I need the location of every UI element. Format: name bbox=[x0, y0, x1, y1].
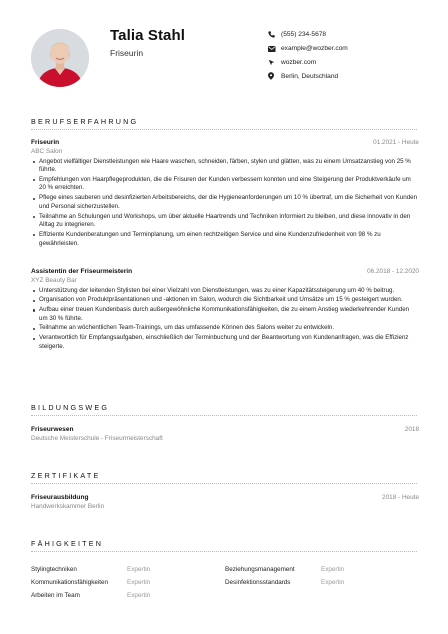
experience-entry bbox=[31, 268, 419, 353]
section-divider bbox=[31, 483, 417, 484]
email-icon bbox=[268, 46, 281, 52]
experience-bullet: Effiziente Kundenberatungen und Terminplanung, um einen rechtzeitigen Service und eine Kundenzufriedenheit von 98 % zu gewährleisten. bbox=[31, 231, 419, 248]
resume-header bbox=[0, 0, 448, 100]
skills-grid bbox=[31, 563, 419, 602]
skill-level: Expertin bbox=[321, 566, 345, 573]
contact-location bbox=[268, 69, 438, 83]
section-divider bbox=[31, 129, 417, 130]
skill-item bbox=[225, 566, 419, 573]
experience-position: Friseurin bbox=[31, 139, 60, 146]
section-title-education: BILDUNGSWEG bbox=[31, 403, 110, 412]
skill-item bbox=[31, 592, 228, 599]
avatar bbox=[31, 29, 89, 87]
experience-bullet: Unterstützung der leitenden Stylisten bei einer Vielzahl von Dienstleistungen, was zu einer Kapazitätssteigerung um 40 % beitrug. bbox=[31, 287, 419, 296]
candidate-name: Talia Stahl bbox=[110, 27, 186, 44]
certificate-entry bbox=[31, 494, 419, 510]
skill-name: Stylingtechniken bbox=[31, 566, 77, 573]
experience-bullet: Organisation von Produktpräsentationen und -aktionen im Salon, wodurch die Sichtbarkeit und Umsätze um 15 % gesteigert wurden. bbox=[31, 296, 419, 305]
skill-name: Desinfektionsstandards bbox=[225, 579, 291, 586]
contact-email bbox=[268, 42, 438, 56]
section-title-skills: FÄHIGKEITEN bbox=[31, 539, 104, 548]
experience-company: XYZ Beauty Bar bbox=[31, 276, 77, 284]
certificate-date: 2018 - Heute bbox=[382, 494, 419, 501]
contact-list bbox=[268, 28, 438, 83]
skill-item bbox=[31, 566, 225, 573]
experience-position: Assistentin der Friseurmeisterin bbox=[31, 268, 133, 275]
experience-entry bbox=[31, 139, 419, 249]
contact-website-text[interactable]: wozber.com bbox=[281, 58, 317, 66]
candidate-job-title: Friseurin bbox=[110, 48, 144, 58]
experience-bullet-list bbox=[31, 158, 419, 249]
skill-item bbox=[31, 579, 225, 586]
contact-email-text[interactable]: example@wozber.com bbox=[281, 45, 348, 53]
section-title-experience: BERUFSERFAHRUNG bbox=[31, 117, 139, 126]
contact-location-text: Berlin, Deutschland bbox=[281, 72, 339, 80]
phone-icon bbox=[268, 31, 281, 38]
contact-phone-text: (555) 234-5678 bbox=[281, 31, 327, 39]
certificate-title: Friseurausbildung bbox=[31, 494, 89, 501]
experience-bullet: Verantwortlich für Empfangsaufgaben, einschließlich der Terminbuchung und der Beantwortung von Kundenanfragen, was die Effizienz steigerte. bbox=[31, 334, 419, 351]
experience-bullet: Angebot vielfältiger Dienstleistungen wie Haare waschen, schneiden, färben, stylen und glätten, was zu einem Umsatzanstieg von 25 % führte. bbox=[31, 158, 419, 175]
experience-date: 06.2018 - 12.2020 bbox=[367, 268, 419, 275]
skill-item bbox=[225, 579, 419, 586]
section-divider bbox=[31, 415, 417, 416]
link-icon bbox=[268, 59, 281, 66]
certificate-issuer: Handwerkskammer Berlin bbox=[31, 502, 105, 510]
section-divider bbox=[31, 551, 417, 552]
skill-level: Expertin bbox=[321, 579, 345, 586]
experience-bullet-list bbox=[31, 287, 419, 352]
education-institution: Deutsche Meisterschule - Friseurmeisterschaft bbox=[31, 434, 163, 442]
skill-level: Expertin bbox=[127, 566, 151, 573]
education-entry bbox=[31, 426, 419, 442]
education-date: 2018 bbox=[404, 426, 419, 433]
skill-name: Kommunikationsfähigkeiten bbox=[31, 579, 109, 586]
skill-level: Expertin bbox=[127, 592, 151, 599]
experience-date: 01.2021 - Heute bbox=[373, 139, 419, 146]
contact-phone bbox=[268, 28, 438, 42]
experience-bullet: Empfehlungen von Haarpflegeprodukten, die die Frisuren der Kunden verbessern konnten und eine Steigerung der Produktverkäufe um 20 % erreichten. bbox=[31, 176, 419, 193]
experience-company: ABC Salon bbox=[31, 147, 63, 155]
experience-bullet: Teilnahme an Schulungen und Workshops, um über aktuelle Haartrends und Techniken informiert zu bleiben, und diese innovativ in den Alltag zu integrieren. bbox=[31, 213, 419, 230]
skill-name: Arbeiten im Team bbox=[31, 592, 80, 599]
portrait-photo bbox=[31, 29, 89, 87]
skill-level: Expertin bbox=[127, 579, 151, 586]
section-title-certificates: ZERTIFIKATE bbox=[31, 471, 101, 480]
skill-name: Beziehungsmanagement bbox=[225, 566, 295, 573]
contact-website bbox=[268, 56, 438, 70]
location-icon bbox=[268, 72, 281, 80]
experience-bullet: Aufbau einer treuen Kundenbasis durch außergewöhnliche Kommunikationsfähigkeiten, die zu einem Anstieg wiederkehrender Kunden um 30 % führte. bbox=[31, 306, 419, 323]
experience-bullet: Teilnahme an wöchentlichen Team-Trainings, um das umfassende Können des Salons weiter zu entwickeln. bbox=[31, 324, 419, 333]
education-degree: Friseurwesen bbox=[31, 426, 74, 433]
experience-bullet: Pflege eines sauberen und desinfizierten Arbeitsbereichs, der die Hygieneanforderungen um 10 % übertraf, um die Sicherheit von Kunden und Personal sicherzustellen. bbox=[31, 194, 419, 211]
